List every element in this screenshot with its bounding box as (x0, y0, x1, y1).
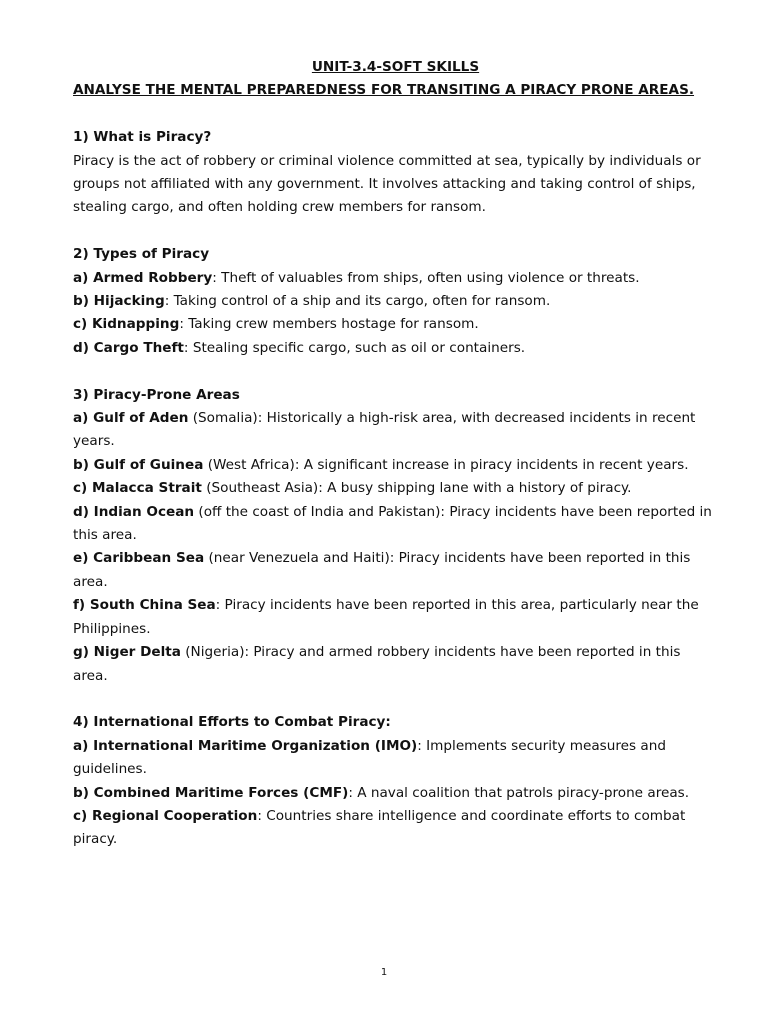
item-term: b) Hijacking (73, 293, 165, 310)
item-text: : Implements security measures and guidelines. (73, 737, 667, 778)
item-term: e) Caribbean Sea (73, 550, 205, 567)
item-text: : Theft of valuables from ships, often using violence or threats. (212, 269, 640, 286)
item-text: : Taking control of a ship and its cargo, often for ransom. (164, 293, 551, 310)
section-title: 3) Piracy-Prone Areas (73, 386, 240, 403)
item-term: d) Indian Ocean (73, 503, 195, 520)
list-item (73, 782, 718, 805)
list-item (73, 594, 718, 641)
section-piracy-prone-areas (73, 384, 718, 688)
list-item (73, 454, 718, 477)
section-what-is-piracy (73, 126, 718, 220)
item-text: : Taking crew members hostage for ransom. (179, 316, 479, 333)
item-text: : Countries share intelligence and coordinate efforts to combat piracy. (73, 807, 686, 848)
item-term: b) Combined Maritime Forces (CMF) (73, 784, 349, 801)
item-term: c) Regional Cooperation (73, 807, 258, 824)
list-item (73, 735, 718, 782)
item-term: d) Cargo Theft (73, 339, 184, 356)
item-text: : Piracy incidents have been reported in this area, particularly near the Philippines. (73, 597, 699, 637)
section-types-of-piracy (73, 243, 718, 360)
document-heading: ANALYSE THE MENTAL PREPAREDNESS FOR TRANSITING A PIRACY PRONE AREAS. (73, 82, 695, 99)
list-item (73, 641, 718, 688)
list-item (73, 501, 718, 548)
item-text: (Southeast Asia): A busy shipping lane with a history of piracy. (201, 480, 632, 497)
list-item (73, 290, 718, 313)
item-term: c) Kidnapping (73, 316, 180, 333)
item-term: b) Gulf of Guinea (73, 456, 204, 473)
item-term: g) Niger Delta (73, 644, 181, 661)
item-text: (Nigeria): Piracy and armed robbery incidents have been reported in this area. (73, 644, 681, 684)
section-international-efforts (73, 711, 718, 851)
item-term: a) International Maritime Organization (IMO) (73, 737, 418, 754)
list-item (73, 547, 718, 594)
section-title: 4) International Efforts to Combat Piracy: (73, 714, 391, 731)
item-text: : A naval coalition that patrols piracy-prone areas. (348, 784, 690, 801)
item-term: a) Armed Robbery (73, 269, 213, 286)
list-item (73, 407, 718, 454)
item-text: : Stealing specific cargo, such as oil or containers. (183, 339, 526, 356)
unit-title: UNIT-3.4-SOFT SKILLS (311, 59, 480, 75)
item-text: (off the coast of India and Pakistan): Piracy incidents have been reported in this area. (73, 503, 712, 544)
list-item (73, 337, 718, 360)
item-text: (Somalia): Historically a high-risk area, with decreased incidents in recent years. (73, 410, 696, 450)
document-page (73, 56, 718, 852)
page-number: 1 (380, 967, 388, 978)
list-item (73, 313, 718, 336)
item-text: (near Venezuela and Haiti): Piracy incidents have been reported in this area. (73, 550, 691, 590)
item-term: c) Malacca Strait (73, 480, 202, 497)
item-text: (West Africa): A significant increase in piracy incidents in recent years. (203, 456, 689, 473)
list-item (73, 805, 718, 852)
list-item (73, 267, 718, 290)
item-term: a) Gulf of Aden (73, 410, 189, 427)
section-title: 2) Types of Piracy (73, 246, 210, 263)
section-title: 1) What is Piracy? (73, 129, 212, 146)
section-body: Piracy is the act of robbery or criminal violence committed at sea, typically by individuals or groups not affiliated with any government. It involves attacking and taking control of ships, stealing cargo, and often holding crew members for ransom. (73, 152, 701, 216)
item-term: f) South China Sea (73, 597, 216, 614)
list-item (73, 477, 718, 500)
